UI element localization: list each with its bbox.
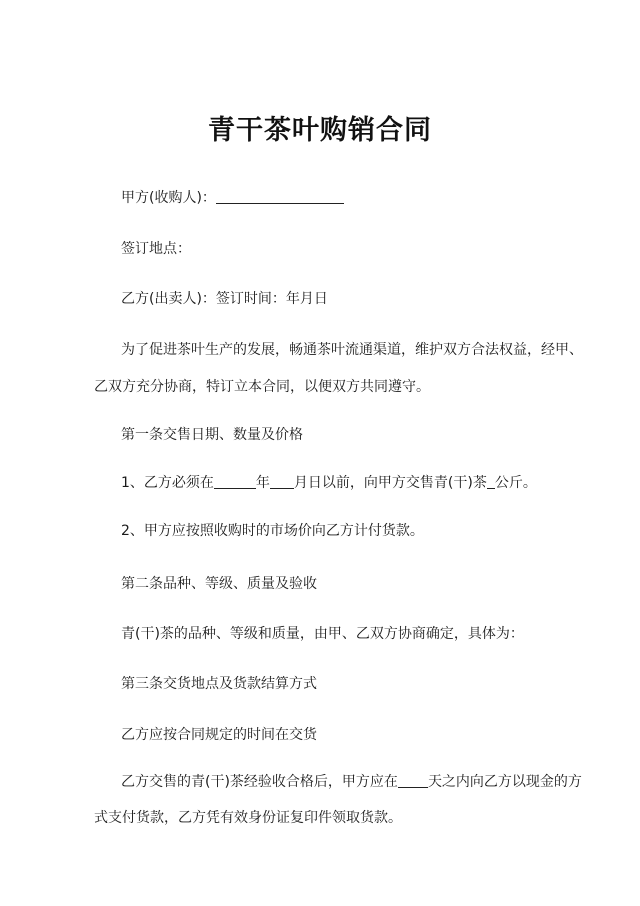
intro-line-2: 乙双方充分协商，特订立本合同，以便双方共同遵守。 [94,379,430,395]
article-3-text-2 [121,773,582,791]
item-1-part-3: 月日以前，向甲方交售青(干)茶 [293,475,487,491]
party-b-line: 乙方(出卖人)：签订时间：年月日 [121,291,328,307]
item-1-part-4: 公斤。 [494,475,537,491]
article-3-text-2-part-1: 乙方交售的青(干)茶经验收合格后，甲方应在 [121,774,398,790]
article-1-item-2: 2、甲方应按照收购时的市场价向乙方计付货款。 [121,523,424,539]
item-1-part-2: 年 [255,475,270,491]
article-2-title: 第二条品种、等级、质量及验收 [121,576,317,592]
quantity-blank [487,474,495,489]
party-a-line [121,189,344,207]
article-3-text-2-part-2: 天之内向乙方以现金的方 [427,774,582,790]
article-3-text-2-line-2: 式支付货款，乙方凭有效身份证复印件领取货款。 [94,810,402,826]
month-blank [270,474,294,489]
item-1-part-1: 1、乙方必须在 [121,475,214,491]
article-3-title: 第三条交货地点及货款结算方式 [121,676,317,692]
article-3-text-1: 乙方应按合同规定的时间在交货 [121,727,317,743]
article-1-title: 第一条交售日期、数量及价格 [121,427,303,443]
article-2-text: 青(干)茶的品种、等级和质量，由甲、乙双方协商确定，具体为： [121,626,524,642]
article-1-item-1 [121,474,537,492]
party-a-blank [216,189,344,204]
year-blank [214,474,256,489]
document-title: 青干茶叶购销合同 [208,115,432,146]
days-blank [398,773,428,788]
sign-place-line: 签订地点： [121,241,191,257]
party-a-label: 甲方(收购人)： [121,190,216,206]
intro-line-1: 为了促进茶叶生产的发展，畅通茶叶流通渠道，维护双方合法权益，经甲、 [121,342,583,358]
